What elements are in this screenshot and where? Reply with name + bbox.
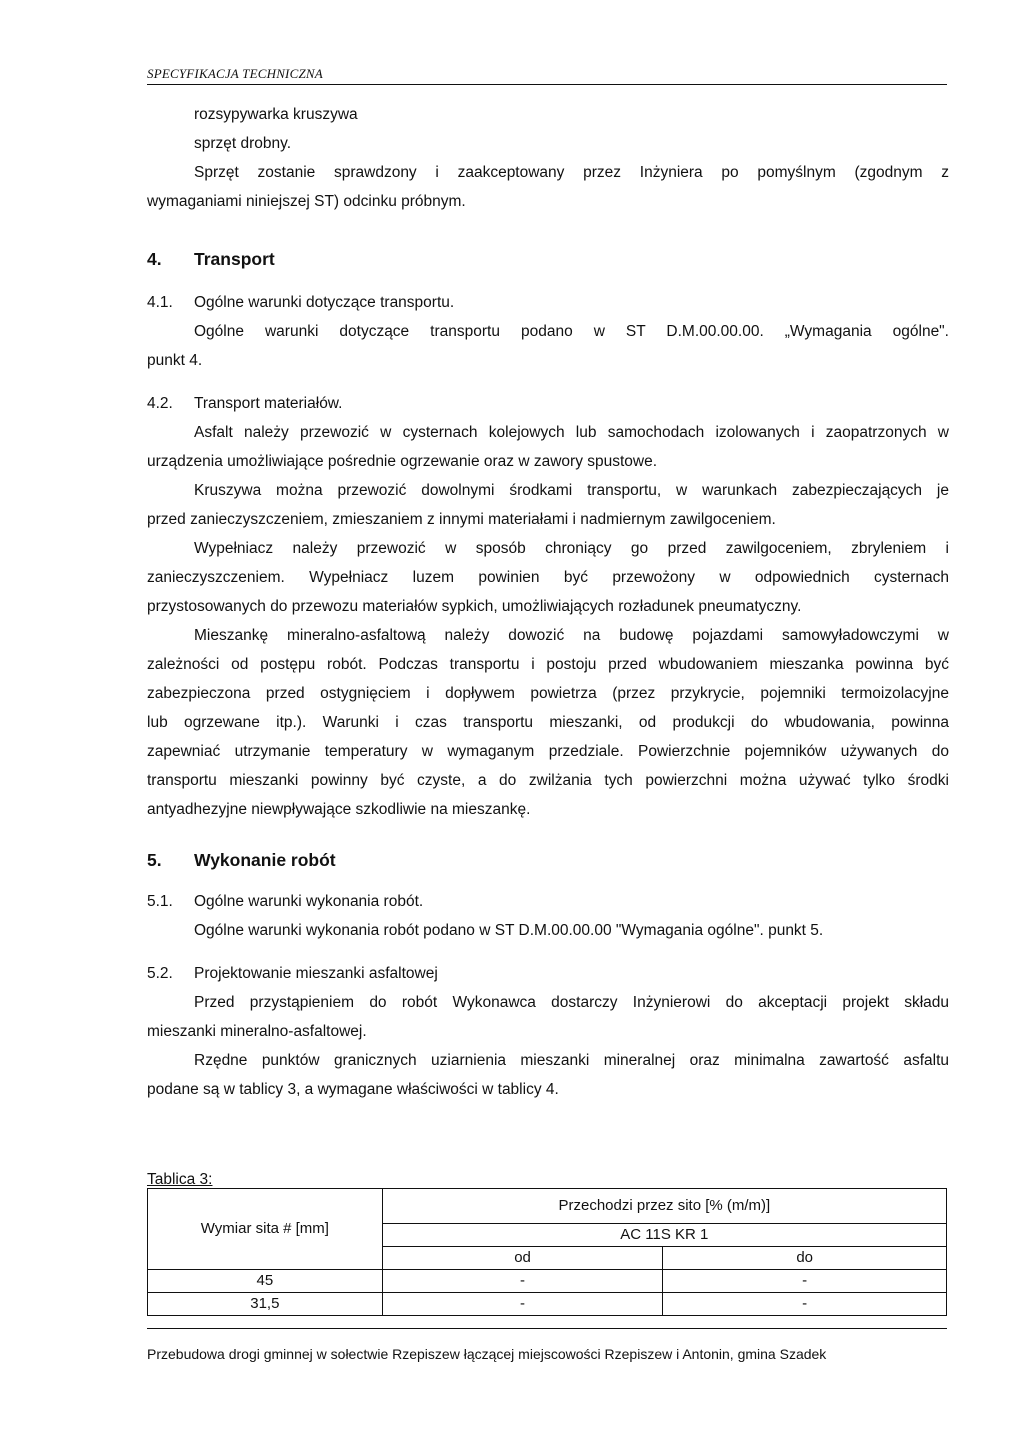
- paragraph-line: mieszanki mineralno-asfaltowej.: [147, 1023, 367, 1040]
- paragraph-line: zabezpieczona przed ostygnięciem i dopływem powietrza (przez przykrycie, pojemniki termoizolacyjne: [147, 685, 949, 702]
- subsection-title: Projektowanie mieszanki asfaltowej: [194, 965, 438, 982]
- paragraph-line: podane są w tablicy 3, a wymagane właściwości w tablicy 4.: [147, 1081, 559, 1098]
- table-row: [148, 1293, 947, 1316]
- paragraph-line: Mieszankę mineralno-asfaltową należy dowozić na budowę pojazdami samowyładowczymi w: [194, 627, 949, 644]
- paragraph-line: sprzęt drobny.: [194, 135, 292, 152]
- paragraph-line: Kruszywa można przewozić dowolnymi środkami transportu, w warunkach zabezpieczających je: [194, 482, 949, 499]
- section-heading-4: [147, 245, 949, 274]
- page-footer: Przebudowa drogi gminnej w sołectwie Rzepiszew łączącej miejscowości Rzepiszew i Antonin, gmina Szadek: [147, 1346, 827, 1362]
- table-caption: Tablica 3:: [147, 1171, 213, 1188]
- header-rule: [147, 84, 947, 85]
- subsection-number: 5.1.: [147, 893, 173, 910]
- cell-from: -: [382, 1270, 663, 1293]
- paragraph-line: Asfalt należy przewozić w cysternach kolejowych lub samochodach izolowanych i zaopatrzonych w: [194, 424, 949, 441]
- paragraph-line: Ogólne warunki dotyczące transportu podano w ST D.M.00.00.00. „Wymagania ogólne".: [194, 323, 949, 340]
- header-mix-type: AC 11S KR 1: [382, 1224, 946, 1247]
- cell-to: -: [663, 1270, 947, 1293]
- document-body: [147, 100, 949, 1104]
- section-number: 4.: [147, 249, 162, 269]
- header-passing: Przechodzi przez sito [% (m/m)]: [382, 1189, 946, 1224]
- paragraph-line: wymaganiami niniejszej ST) odcinku próbnym.: [147, 193, 466, 210]
- paragraph-line: przed zanieczyszczeniem, zmieszaniem z innymi materiałami i nadmiernym zawilgoceniem.: [147, 511, 776, 528]
- paragraph-line: Rzędne punktów granicznych uziarnienia mieszanki mineralnej oraz minimalna zawartość asfaltu: [194, 1052, 949, 1069]
- cell-to: -: [663, 1293, 947, 1316]
- sieve-table: [147, 1188, 947, 1316]
- paragraph-line: lub ogrzewane itp.). Warunki i czas transportu mieszanki, od produkcji do wbudowania, powinna: [147, 714, 949, 731]
- subsection-title: Ogólne warunki wykonania robót.: [194, 893, 424, 910]
- subsection-number: 5.2.: [147, 965, 173, 982]
- subsection-heading-4-2: [147, 389, 949, 418]
- subsection-number: 4.1.: [147, 294, 173, 311]
- section-number: 5.: [147, 850, 162, 870]
- paragraph-line: antyadhezyjne niewpływające szkodliwie na mieszankę.: [147, 801, 531, 818]
- page-header: SPECYFIKACJA TECHNICZNA: [147, 66, 323, 81]
- cell-from: -: [382, 1293, 663, 1316]
- section-title: Transport: [194, 249, 275, 269]
- paragraph-line: rozsypywarka kruszywa: [194, 106, 358, 123]
- subsection-title: Transport materiałów.: [194, 395, 343, 412]
- header-from: od: [382, 1247, 663, 1270]
- subsection-heading-4-1: [147, 288, 949, 317]
- paragraph-line: przystosowanych do przewozu materiałów sypkich, umożliwiających rozładunek pneumatyczny.: [147, 598, 802, 615]
- section-title: Wykonanie robót: [194, 850, 336, 870]
- subsection-heading-5-2: [147, 959, 949, 988]
- paragraph-line: urządzenia umożliwiające pośrednie ogrzewanie oraz w zawory spustowe.: [147, 453, 658, 470]
- paragraph-line: Wypełniacz należy przewozić w sposób chroniący go przed zawilgoceniem, zbryleniem i: [194, 540, 949, 557]
- section-heading-5: [147, 846, 949, 875]
- table-row: [148, 1270, 947, 1293]
- paragraph-line: transportu mieszanki powinny być czyste, a do zwilżania tych powierzchni można używać tylko środki: [147, 772, 949, 789]
- cell-sieve: 31,5: [148, 1293, 383, 1316]
- paragraph-line: Przed przystąpieniem do robót Wykonawca dostarczy Inżynierowi do akceptacji projekt składu: [194, 994, 949, 1011]
- paragraph-line: Sprzęt zostanie sprawdzony i zaakceptowany przez Inżyniera po pomyślnym (zgodnym z: [194, 164, 949, 181]
- paragraph-line: zależności od postępu robót. Podczas transportu i postoju przed wbudowaniem mieszanka powinna być: [147, 656, 949, 673]
- paragraph-line: Ogólne warunki wykonania robót podano w ST D.M.00.00.00 "Wymagania ogólne". punkt 5.: [194, 922, 824, 939]
- subsection-title: Ogólne warunki dotyczące transportu.: [194, 294, 455, 311]
- paragraph-line: punkt 4.: [147, 352, 203, 369]
- header-to: do: [663, 1247, 947, 1270]
- cell-sieve: 45: [148, 1270, 383, 1293]
- paragraph-line: zanieczyszczeniem. Wypełniacz luzem powinien być przewożony w odpowiednich cysternach: [147, 569, 949, 586]
- paragraph-line: zapewniać utrzymanie temperatury w wymaganym przedziale. Powierzchnie pojemników używanych do: [147, 743, 949, 760]
- subsection-number: 4.2.: [147, 395, 173, 412]
- header-sieve-size: Wymiar sita # [mm]: [148, 1189, 383, 1270]
- subsection-heading-5-1: [147, 887, 949, 916]
- footer-rule: [147, 1328, 947, 1329]
